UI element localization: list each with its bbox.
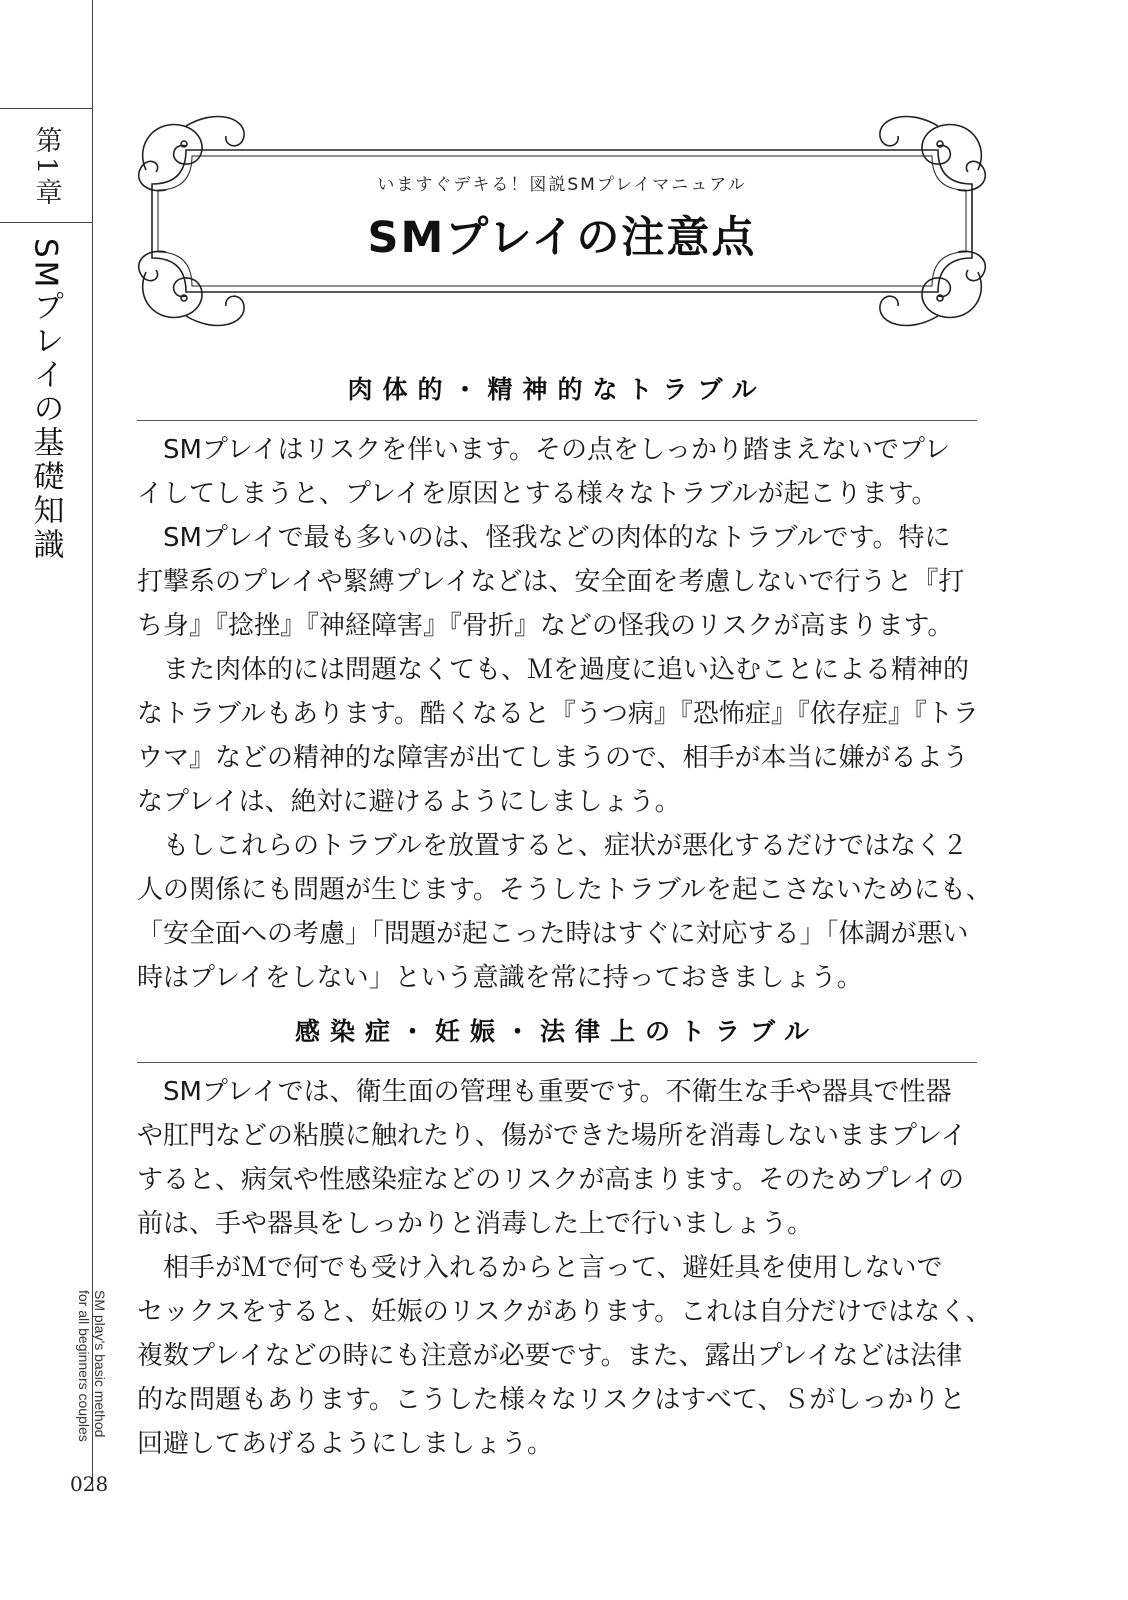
text-line: SMプレイでは、衛生面の管理も重要です。不衛生な手や器具で性器	[137, 1077, 952, 1107]
section-body	[137, 428, 997, 1000]
page-number: 028	[70, 1472, 109, 1496]
side-caption-line-1: SM play's basic method	[92, 1290, 108, 1438]
text-line: ウマ』などの精神的な障害が出てしまうので、相手が本当に嫌がるよう	[137, 743, 969, 773]
text-line: すると、病気や性感染症などのリスクが高まります。そのためプレイの	[137, 1165, 965, 1195]
text-line: 複数プレイなどの時にも注意が必要です。また、露出プレイなどは法律	[137, 1341, 963, 1371]
text-line: 「安全面への考慮」「問題が起こった時はすぐに対応する」「体調が悪い	[137, 919, 969, 949]
text-line: SMプレイはリスクを伴います。その点をしっかり踏まえないでプレ	[137, 435, 950, 465]
text-line: なプレイは、絶対に避けるようにしましょう。	[137, 787, 681, 817]
chapter-title: SMプレイの基礎知識	[27, 238, 64, 563]
text-line: もしこれらのトラブルを放置すると、症状が悪化するだけではなく２	[137, 831, 968, 861]
side-caption-line-2: for all beginners couples	[76, 1290, 92, 1442]
text-line: や肛門などの粘膜に触れたり、傷ができた場所を消毒しないままプレイ	[137, 1121, 967, 1151]
section-heading: 肉体的・精神的なトラブル	[347, 375, 767, 404]
text-line: 人の関係にも問題が生じます。そうしたトラブルを起こさないためにも、	[137, 875, 992, 905]
section-divider	[137, 1062, 977, 1063]
text-line: 時はプレイをしない」という意識を常に持っておきましょう。	[137, 963, 863, 993]
text-line: 的な問題もあります。こうした様々なリスクはすべて、Ｓがしっかりと	[137, 1385, 966, 1415]
text-line: 前は、手や器具をしっかりと消毒した上で行いましょう。	[137, 1209, 814, 1239]
text-line: また肉体的には問題なくても、Ｍを過度に追い込むことによる精神的	[137, 655, 970, 685]
text-line: なトラブルもあります。酷くなると『うつ病』『恐怖症』『依存症』『トラ	[137, 699, 979, 729]
page-title: SMプレイの注意点	[367, 213, 757, 263]
chapter-tab-rule-mid	[0, 222, 92, 223]
section-divider	[137, 420, 977, 421]
section-body	[137, 1070, 997, 1466]
text-line: イしてしまうと、プレイを原因とする様々なトラブルが起こります。	[137, 479, 938, 509]
book-subtitle: いますぐデキる！図説SMプレイマニュアル	[377, 175, 747, 195]
chapter-tab-rule-top	[0, 108, 92, 109]
text-line: ち身』『捻挫』『神経障害』『骨折』などの怪我のリスクが高まります。	[137, 611, 954, 641]
text-line: 回避してあげるようにしましょう。	[137, 1429, 554, 1459]
text-line: SMプレイで最も多いのは、怪我などの肉体的なトラブルです。特に	[137, 523, 951, 553]
text-line: 打撃系のプレイや緊縛プレイなどは、安全面を考慮しないで行うと『打	[137, 567, 965, 597]
section-heading: 感染症・妊娠・法律上のトラブル	[294, 1017, 819, 1046]
text-line: 相手がＭで何でも受け入れるからと言って、避妊具を使用しないで	[137, 1253, 943, 1283]
title-frame	[126, 104, 998, 338]
text-line: セックスをすると、妊娠のリスクがあります。これは自分だけではなく、	[137, 1297, 992, 1327]
margin-rule	[92, 0, 93, 1490]
chapter-label: 第1章	[30, 126, 62, 210]
side-caption	[76, 1290, 108, 1442]
